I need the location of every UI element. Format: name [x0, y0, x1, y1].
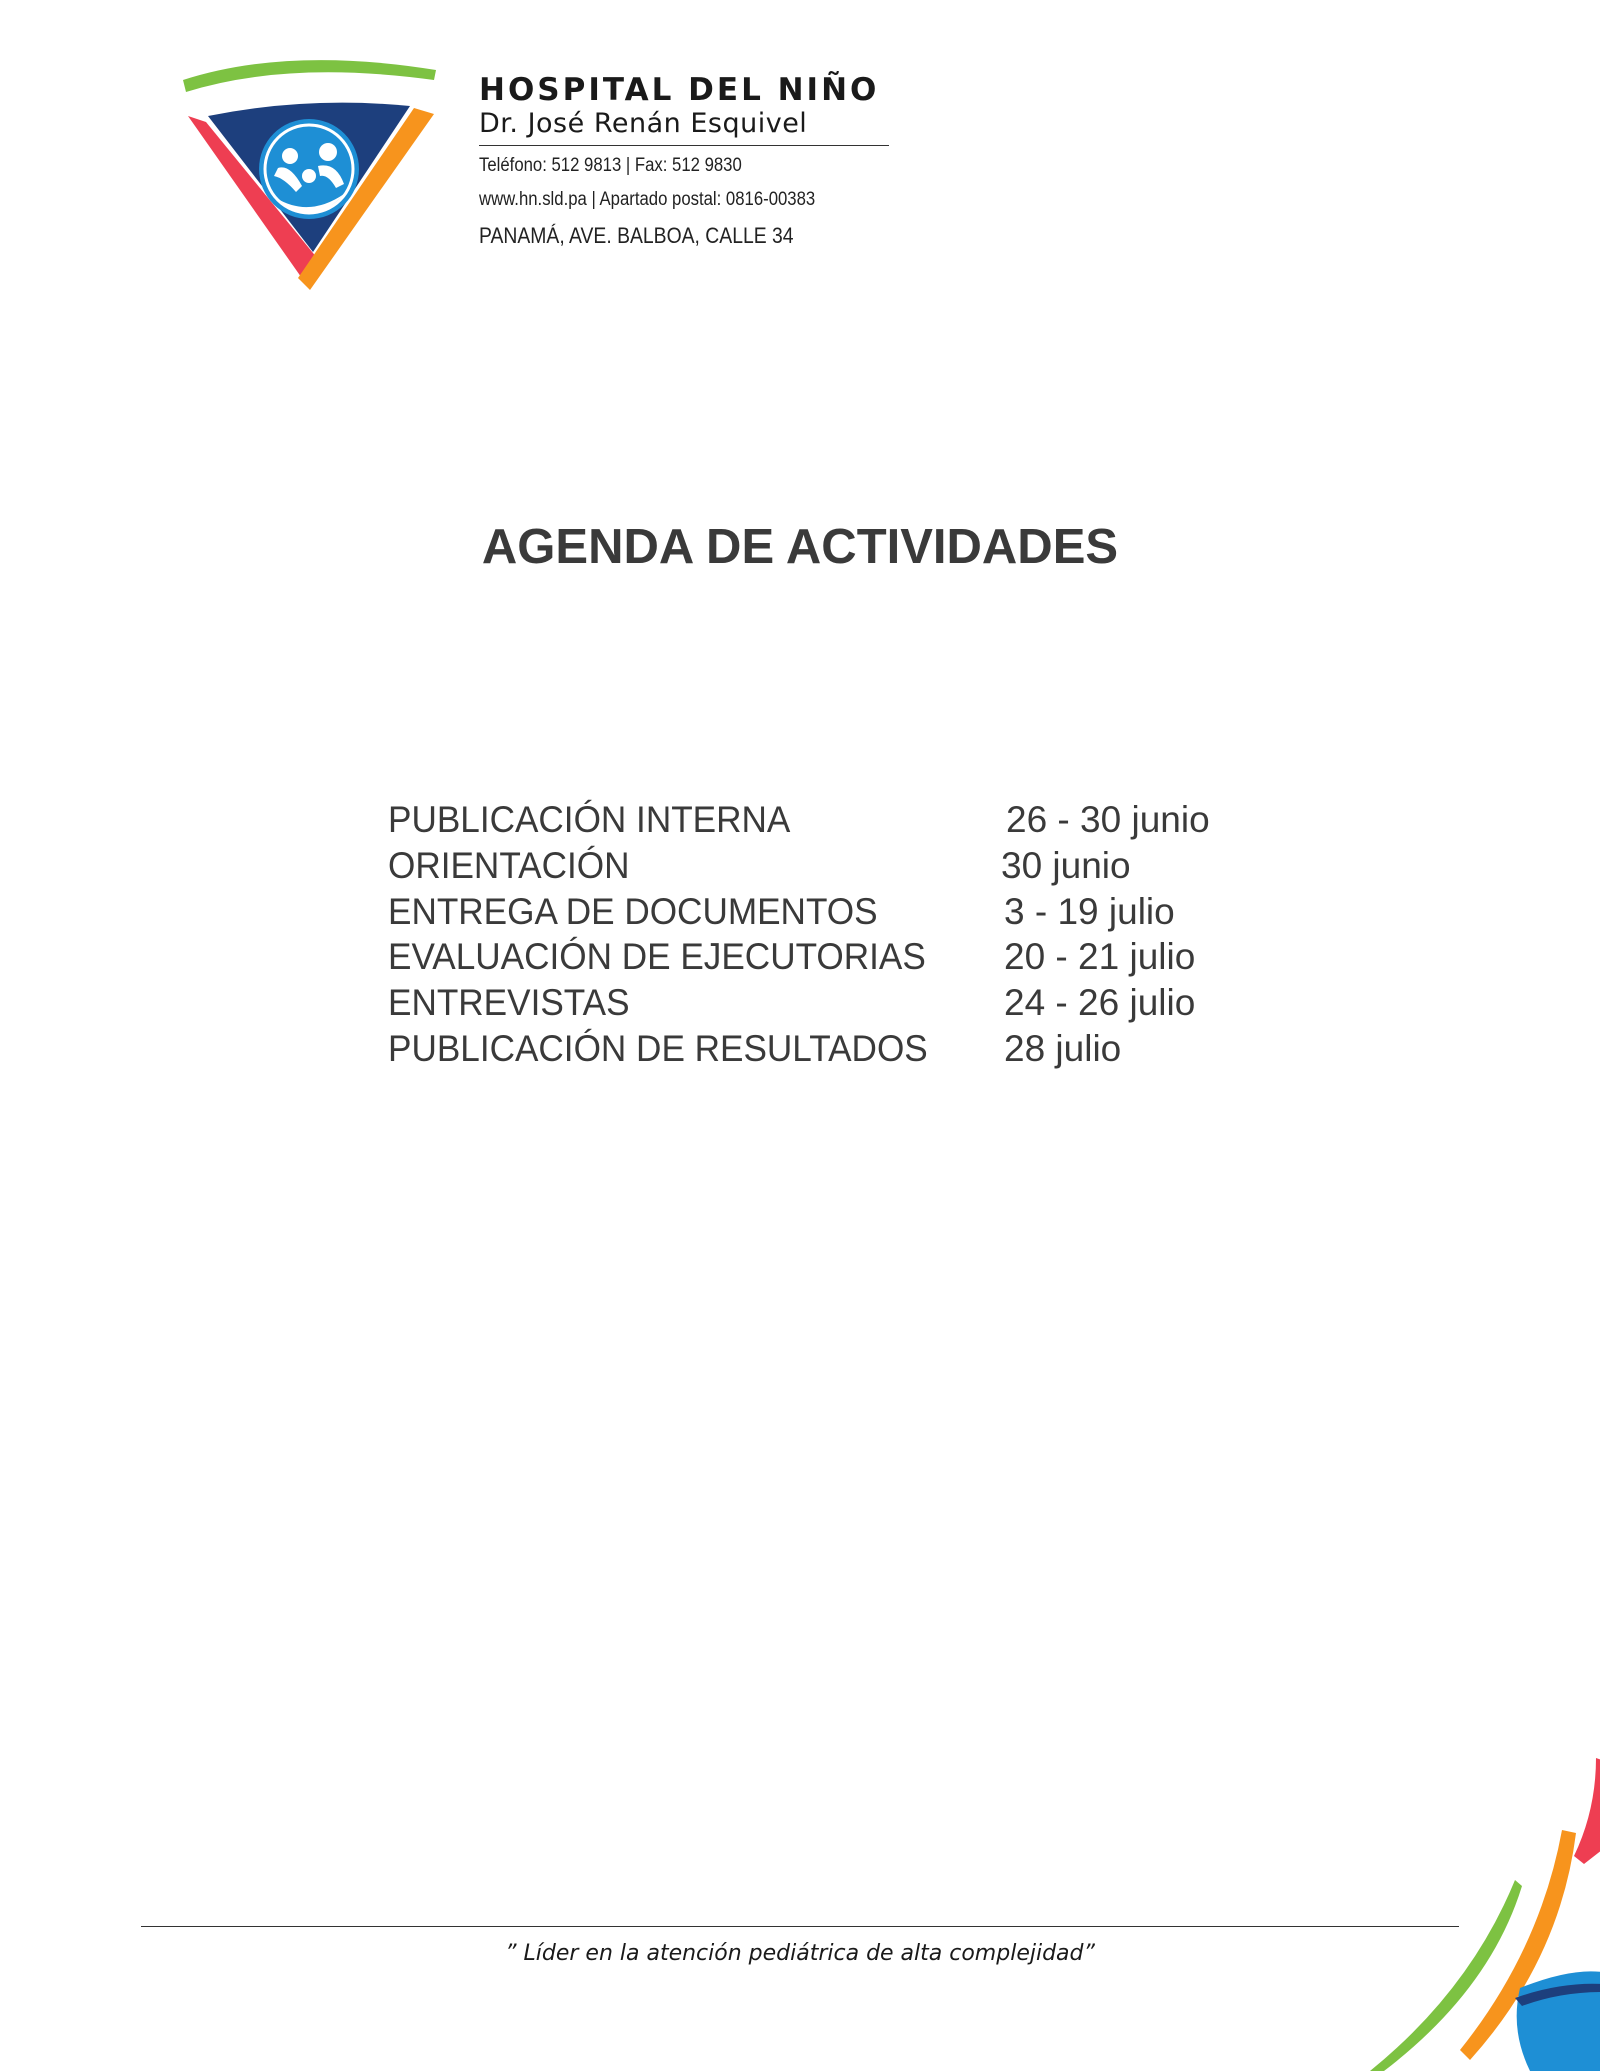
- header-divider: [479, 145, 889, 146]
- agenda-activity: ORIENTACIÓN: [388, 844, 630, 886]
- agenda-row: [388, 980, 1288, 1026]
- agenda-date: 26 - 30 junio: [1006, 799, 1210, 840]
- web-postal-line: www.hn.sld.pa | Apartado postal: 0816-00383: [479, 189, 816, 210]
- agenda-row: [388, 797, 1288, 843]
- corner-decoration: [1340, 1740, 1600, 2071]
- hospital-subtitle: Dr. José Renán Esquivel: [479, 108, 808, 139]
- hospital-header: [479, 72, 889, 249]
- footer-slogan: ” Líder en la atención pediátrica de alta complejidad”: [505, 1941, 1095, 1966]
- footer-divider: [141, 1926, 1459, 1927]
- agenda-row: [388, 934, 1288, 980]
- agenda-date: 30 junio: [1001, 844, 1131, 886]
- agenda-row: [388, 889, 1288, 935]
- hospital-logo: [178, 52, 444, 298]
- agenda-activity: PUBLICACIÓN DE RESULTADOS: [388, 1027, 928, 1069]
- agenda-activity: ENTREGA DE DOCUMENTOS: [388, 890, 878, 932]
- agenda-row: [388, 843, 1288, 889]
- agenda-date: 24 - 26 julio: [1004, 982, 1196, 1024]
- agenda-activity: ENTREVISTAS: [388, 982, 630, 1024]
- agenda-list: [388, 797, 1288, 1072]
- agenda-date: 28 julio: [1004, 1027, 1122, 1069]
- phone-fax-line: Teléfono: 512 9813 | Fax: 512 9830: [479, 155, 742, 176]
- address-line: PANAMÁ, AVE. BALBOA, CALLE 34: [479, 223, 794, 248]
- agenda-activity: PUBLICACIÓN INTERNA: [388, 799, 791, 840]
- agenda-row: [388, 1026, 1288, 1072]
- agenda-activity: EVALUACIÓN DE EJECUTORIAS: [388, 936, 926, 978]
- page-title: AGENDA DE ACTIVIDADES: [481, 520, 1119, 574]
- agenda-date: 3 - 19 julio: [1004, 890, 1175, 932]
- agenda-date: 20 - 21 julio: [1004, 936, 1196, 978]
- hospital-name: HOSPITAL DEL NIÑO: [479, 72, 880, 108]
